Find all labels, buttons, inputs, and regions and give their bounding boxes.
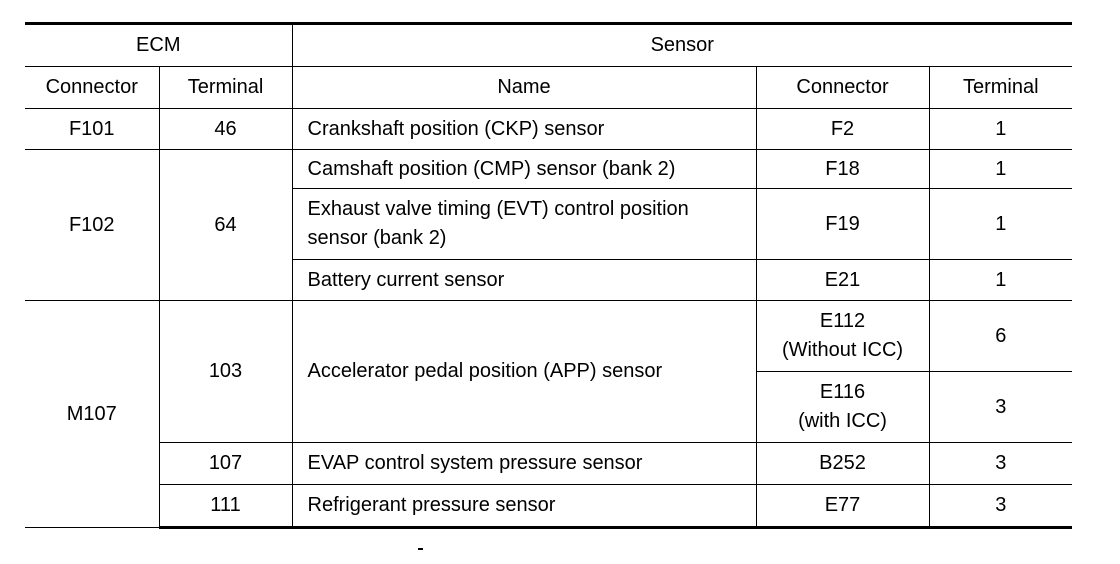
ecm-connector-header: Connector xyxy=(25,67,159,109)
stray-mark xyxy=(418,548,423,550)
ecm-terminal-cell: 46 xyxy=(159,109,292,150)
sensor-name-cell: EVAP control system pressure sensor xyxy=(292,443,756,485)
table-row xyxy=(25,109,1072,150)
table-row xyxy=(25,301,1072,372)
sensor-terminal-cell: 6 xyxy=(929,301,1072,372)
sensor-terminal-cell: 1 xyxy=(929,260,1072,301)
ecm-terminal-cell: 111 xyxy=(159,485,292,528)
table-row xyxy=(25,150,1072,189)
sensor-name-line: Exhaust valve timing (EVT) control position xyxy=(307,198,689,220)
sensor-connector-cell: E21 xyxy=(756,260,929,301)
sensor-connector-cell: F19 xyxy=(756,189,929,260)
sensor-connector-line: (with ICC) xyxy=(798,410,887,432)
sensor-terminal-header: Terminal xyxy=(929,67,1072,109)
sensor-name-cell: Camshaft position (CMP) sensor (bank 2) xyxy=(292,150,756,189)
sensor-connector-header: Connector xyxy=(756,67,929,109)
sensor-name-cell: Crankshaft position (CKP) sensor xyxy=(292,109,756,150)
ecm-connector-cell: M107 xyxy=(25,301,159,528)
sensor-name-header: Name xyxy=(292,67,756,109)
ecm-terminal-cell: 103 xyxy=(159,301,292,443)
ecm-terminal-header: Terminal xyxy=(159,67,292,109)
connector-table xyxy=(25,22,1072,529)
sensor-terminal-cell: 3 xyxy=(929,485,1072,528)
sensor-name-line: sensor (bank 2) xyxy=(307,227,447,249)
ecm-connector-cell: F102 xyxy=(25,150,159,301)
sensor-terminal-cell: 1 xyxy=(929,189,1072,260)
sensor-connector-cell: F18 xyxy=(756,150,929,189)
sensor-terminal-cell: 3 xyxy=(929,443,1072,485)
sensor-header: Sensor xyxy=(292,24,1072,67)
sensor-connector-line: E112 xyxy=(819,310,866,332)
sensor-name-cell: Refrigerant pressure sensor xyxy=(292,485,756,528)
sensor-connector-cell: E77 xyxy=(756,485,929,528)
sensor-name-cell: Accelerator pedal position (APP) sensor xyxy=(292,301,756,443)
ecm-terminal-cell: 64 xyxy=(159,150,292,301)
sensor-connector-cell: F2 xyxy=(756,109,929,150)
sensor-connector-cell: B252 xyxy=(756,443,929,485)
header-row-columns xyxy=(25,67,1072,109)
sensor-connector-cell xyxy=(756,301,929,372)
sensor-terminal-cell: 3 xyxy=(929,372,1072,443)
sensor-name-cell xyxy=(292,189,756,260)
ecm-connector-cell: F101 xyxy=(25,109,159,150)
sensor-terminal-cell: 1 xyxy=(929,109,1072,150)
ecm-terminal-cell: 107 xyxy=(159,443,292,485)
sensor-connector-line: (Without ICC) xyxy=(781,339,904,361)
table-row xyxy=(25,485,1072,528)
sensor-terminal-cell: 1 xyxy=(929,150,1072,189)
table-row xyxy=(25,443,1072,485)
sensor-name-cell: Battery current sensor xyxy=(292,260,756,301)
ecm-header: ECM xyxy=(25,24,292,67)
header-row-group xyxy=(25,24,1072,67)
sensor-connector-line: E116 xyxy=(819,381,866,403)
sensor-connector-cell xyxy=(756,372,929,443)
